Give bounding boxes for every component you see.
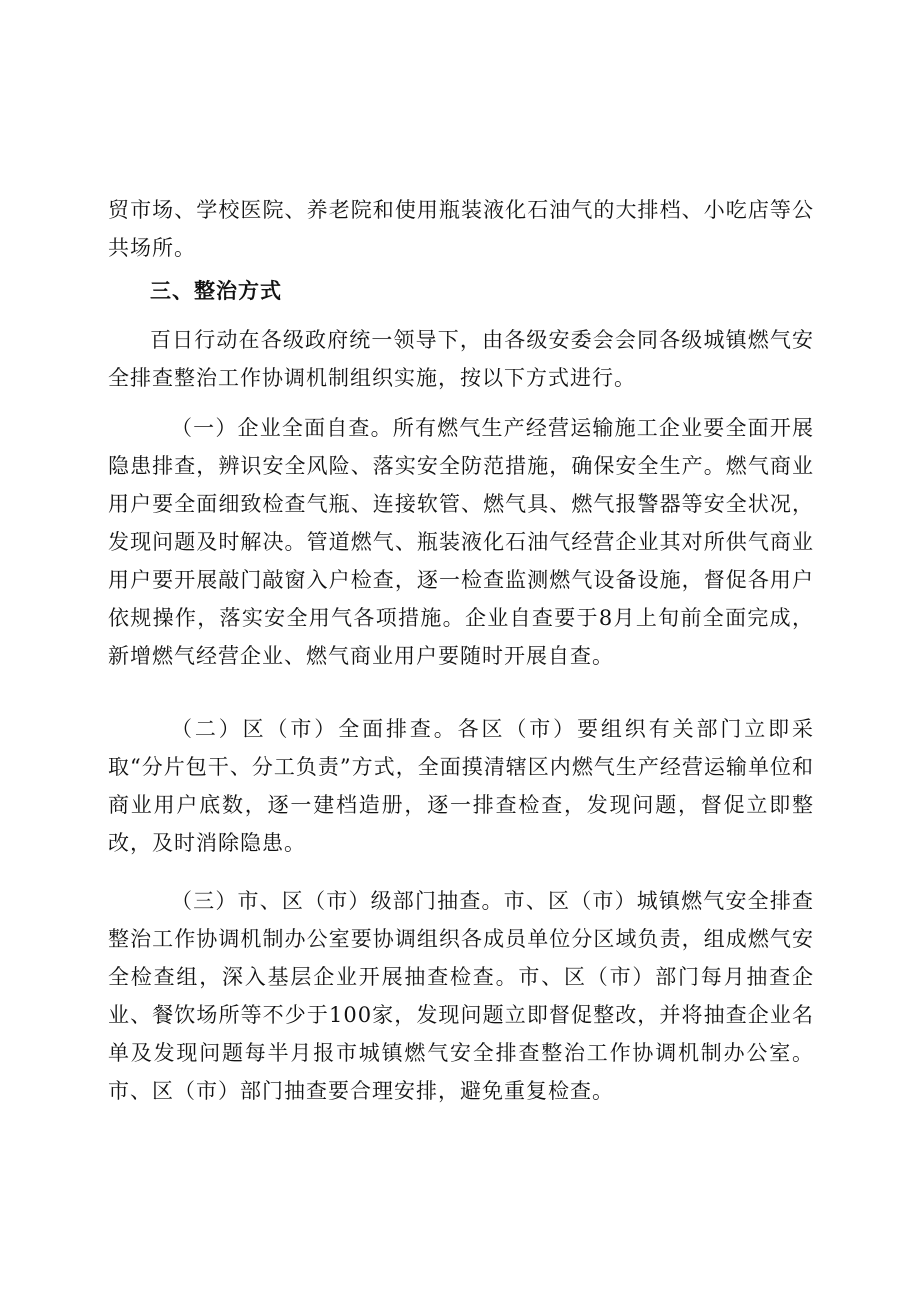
item-1-paragraph: （一）企业全面自查。所有燃气生产经营运输施工企业要全面开展隐患排查，辨识安全风险、落实安全防范措施，确保安全生产。燃气商业用户要全面细致检查气瓶、连接软管、燃气具、燃气报警器等安全状况，发现问题及时解决。管道燃气、瓶装液化石油气经营企业其对所供气商业用户要开展敲门敲窗入户检查，逐一检查监测燃气设备设施，督促各用户依规操作，落实安全用气各项措施。企业自查要于8月上旬前全面完成，新增燃气经营企业、燃气商业用户要随时开展自查。	[108, 416, 814, 668]
section-heading: 三、整治方式	[150, 279, 282, 304]
item-2-paragraph: （二）区（市）全面排查。各区（市）要组织有关部门立即采取“分片包干、分工负责”方式，全面摸清辖区内燃气生产经营运输单位和商业用户底数，逐一建档造册，逐一排查检查，发现问题，督促立即整改，及时消除隐患。	[108, 717, 814, 855]
item-3-paragraph: （三）市、区（市）级部门抽查。市、区（市）城镇燃气安全排查整治工作协调机制办公室要协调组织各成员单位分区域负责，组成燃气安全检查组，深入基层企业开展抽查检查。市、区（市）部门每月抽查企业、餐饮场所等不少于100家，发现问题立即督促整改，并将抽查企业名单及发现问题每半月报市城镇燃气安全排查整治工作协调机制办公室。市、区（市）部门抽查要合理安排，避免重复检查。	[108, 889, 814, 1103]
continued-paragraph: 贸市场、学校医院、养老院和使用瓶装液化石油气的大排档、小吃店等公共场所。	[108, 198, 814, 260]
intro-paragraph: 百日行动在各级政府统一领导下，由各级安委会会同各级城镇燃气安全排查整治工作协调机制组织实施，按以下方式进行。	[108, 328, 814, 390]
